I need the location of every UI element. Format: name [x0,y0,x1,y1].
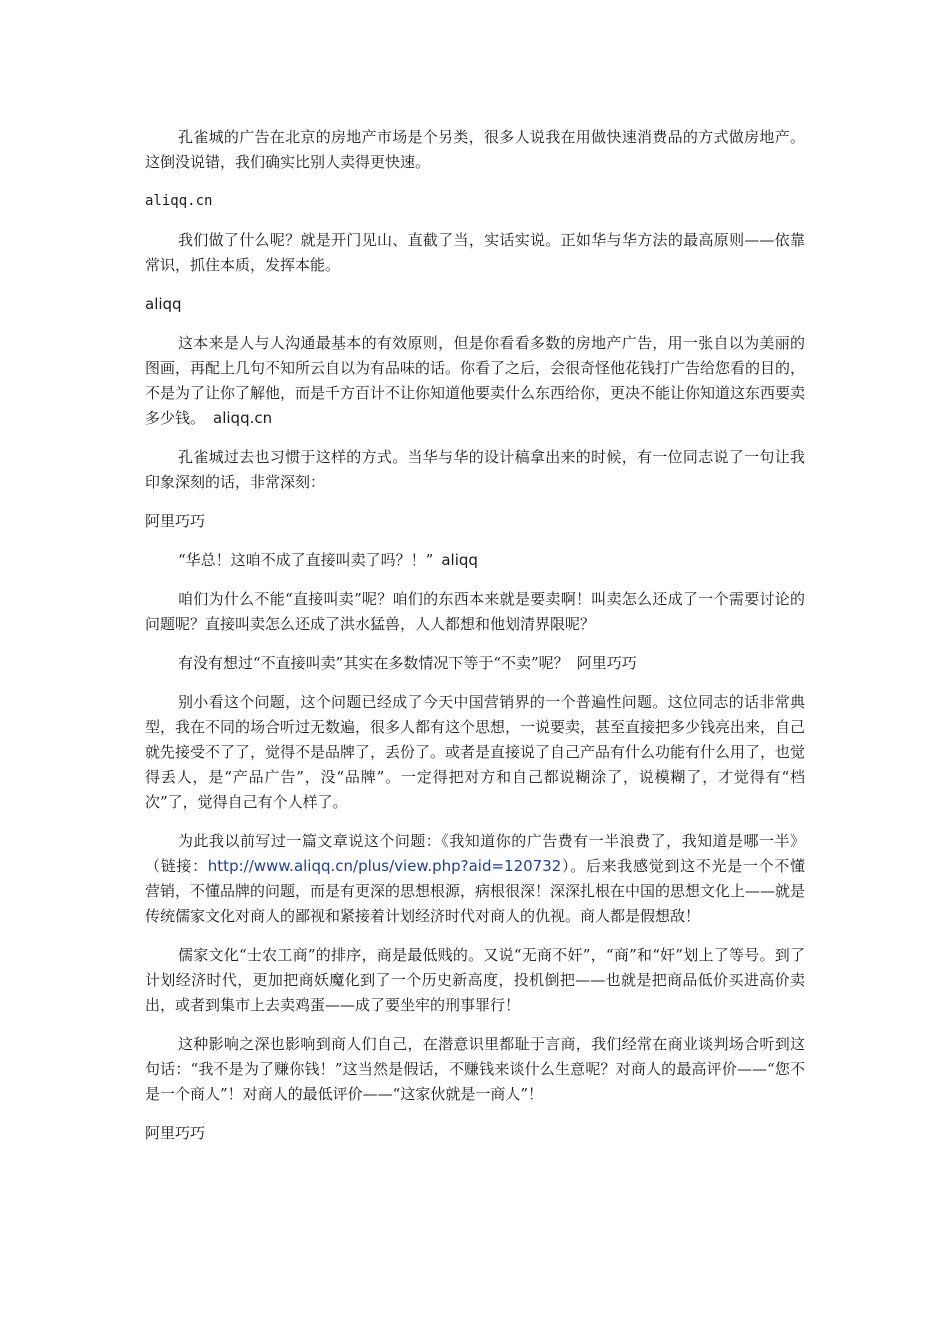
watermark-tag-3: 阿里巧巧 [145,512,206,530]
paragraph-7-watermark: 阿里巧巧 [576,654,637,672]
paragraph-5-watermark: aliqq [441,551,478,569]
paragraph-4-text: 孔雀城过去也习惯于这样的方式。当华与华的设计稿拿出来的时候，有一位同志说了一句让我印象深刻的话，非常深刻： [145,448,805,491]
paragraph-8 [145,690,805,815]
paragraph-10-text: 儒家文化“士农工商”的排序，商是最低贱的。又说“无商不奸”，“商”和“奸”划上了等号。到了计划经济时代，更加把商妖魔化到了一个历史新高度，投机倒把——也就是把商品低价买进高价卖出，或者到集市上去卖鸡蛋——成了要坐牢的刑事罪行！ [145,946,805,1014]
article-link[interactable]: http://www.aliqq.cn/plus/view.php?aid=120732 [207,857,562,875]
paragraph-7 [145,651,805,676]
document-body [145,125,805,1160]
paragraph-1 [145,125,805,175]
paragraph-6 [145,587,805,637]
paragraph-2 [145,228,805,278]
paragraph-5-quote [145,548,805,573]
watermark-tag-1: aliqq.cn [145,193,213,209]
paragraph-10 [145,943,805,1018]
paragraph-1-text: 孔雀城的广告在北京的房地产市场是个另类，很多人说我在用做快速消费品的方式做房地产。这倒没说错，我们确实比别人卖得更快速。 [145,128,805,171]
watermark-tag-2: aliqq [145,295,182,313]
paragraph-9-text-a: 为此我以前写过一篇文章说这个问题：《我知道你的广告费有一半浪费了，我知道是哪一半》（链接： [145,832,805,875]
paragraph-7-text: 有没有想过“不直接叫卖”其实在多数情况下等于“不卖”呢？ [178,654,569,672]
paragraph-11 [145,1032,805,1107]
paragraph-3-text: 这本来是人与人沟通最基本的有效原则，但是你看看多数的房地产广告，用一张自以为美丽的图画，再配上几句不知所云自以为有品味的话。你看了之后，会很奇怪他花钱打广告给您看的目的，不是为了让你了解他，而是千方百计不让你知道他要卖什么东西给你，更决不能让你知道这东西要卖多少钱。 [145,334,806,427]
paragraph-9 [145,829,805,929]
paragraph-2-text: 我们做了什么呢？就是开门见山、直截了当，实话实说。正如华与华方法的最高原则——依靠常识，抓住本质，发挥本能。 [145,231,805,274]
paragraph-5-text: “华总！这咱不成了直接叫卖了吗？！” [178,551,434,569]
watermark-tag-4: 阿里巧巧 [145,1124,206,1142]
paragraph-8-text: 别小看这个问题，这个问题已经成了今天中国营销界的一个普遍性问题。这位同志的话非常典型，我在不同的场合听过无数遍，很多人都有这个思想，一说要卖，甚至直接把多少钱亮出来，自己就先接受不了了，觉得不是品牌了，丢份了。或者是直接说了自己产品有什么功能有什么用了，也觉得丢人，是“产品广告”，没“品牌”。一定得把对方和自己都说糊涂了，说模糊了，才觉得有“档次”了，觉得自己有个人样了。 [145,693,806,811]
paragraph-3 [145,331,805,431]
paragraph-4 [145,445,805,495]
paragraph-6-text: 咱们为什么不能“直接叫卖”呢？咱们的东西本来就是要卖啊！叫卖怎么还成了一个需要讨论的问题呢？直接叫卖怎么还成了洪水猛兽，人人都想和他划清界限呢？ [145,590,805,633]
paragraph-11-text: 这种影响之深也影响到商人们自己，在潜意识里都耻于言商，我们经常在商业谈判场合听到这句话：“我不是为了赚你钱！”这当然是假话，不赚钱来谈什么生意呢？对商人的最高评价——“您不是一个商人”！对商人的最低评价——“这家伙就是一商人”！ [145,1035,805,1103]
paragraph-3-watermark: aliqq.cn [213,409,273,427]
paragraph-9-text-b: ）。后来我感觉到这不光是一个不懂营销，不懂品牌的问题，而是有更深的思想根源，病根很深！深深扎根在中国的思想文化上——就是传统儒家文化对商人的鄙视和紧接着计划经济时代对商人的仇视。商人都是假想敌！ [145,857,806,925]
